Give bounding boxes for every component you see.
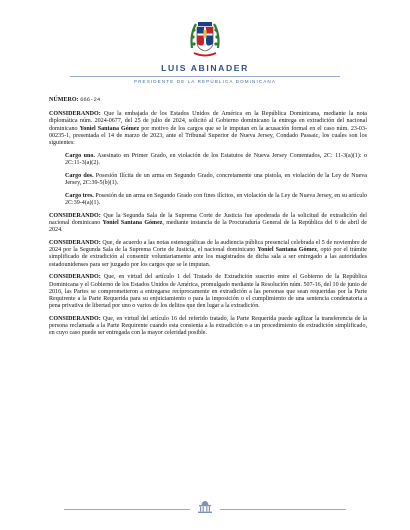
footer-divider-left xyxy=(64,509,190,510)
paragraph-text: Que, en virtud del artículo 16 del referido tratado, la Parte Requerida puede agilizar la transferencia de la persona reclamada a la Parte Requirente cuando esta consienta a la extradición o a un procedimiento de extradición simplificado, en cuyo caso puede ser entregada con la mayor celeridad posible. xyxy=(49,316,367,337)
decree-number-value: 666-24 xyxy=(80,96,101,103)
charge-one xyxy=(65,153,367,167)
considerando-3 xyxy=(49,240,367,269)
header-subtitle: PRESIDENTE DE LA REPÚBLICA DOMINICANA xyxy=(133,79,277,84)
considerando-2 xyxy=(49,213,367,235)
charge-lead: Cargo dos. xyxy=(65,172,94,179)
charge-three xyxy=(65,193,367,207)
paragraph-text: , optó por el trámite simplificado de extradición al consentir voluntariamente ante los magistrados de dicha sala a ser entregado a las autoridades estadounidenses para ser juzgado por los cargos que se le imputan. xyxy=(49,247,367,268)
person-name: Yoniel Santana Gómez xyxy=(79,125,140,132)
paragraph-text: , mediante instancia de la Procuraduría General de la República del 6 de abril de 2024. xyxy=(49,220,367,234)
considerando-lead: CONSIDERANDO: xyxy=(49,274,101,281)
charge-lead: Cargo tres. xyxy=(65,192,94,199)
charge-text: Asesinato en Primer Grado, en violación de los Estatutos de Nueva Jersey Comentados, 2C: 11-3(a)(1): o 2C:11-3(a)(2). xyxy=(65,152,367,167)
paragraph-text: Que, de acuerdo a las notas estenográficas de la audiencia pública presencial celebrada el 5 de noviembre de 2024 por la Segunda Sala de la Suprema Corte de Justicia, el nacional dominicano xyxy=(49,240,367,254)
coat-of-arms-icon xyxy=(186,18,224,60)
paragraph-text: Que la Segunda Sala de la Suprema Corte de Justicia fue apoderada de la solicitud de extradición del nacional dominicano xyxy=(49,212,367,227)
palace-emblem-icon xyxy=(196,500,214,514)
considerando-lead: CONSIDERANDO: xyxy=(49,111,101,118)
considerando-1 xyxy=(49,111,367,147)
person-name: Yoniel Santana Gómez xyxy=(102,220,163,227)
charge-lead: Cargo uno. xyxy=(65,152,95,159)
paragraph-text: por motivo de los cargos que se le imputan en la acusación formal en el caso núm. 23-03-00235-1, presentada el 14 de marzo de 2023, ante el Tribunal Superior de Nueva Jersey, Condado Passaic, los cuales son los siguientes: xyxy=(49,125,367,147)
considerando-lead: CONSIDERANDO: xyxy=(49,316,101,323)
decree-number-label: NÚMERO: xyxy=(49,97,79,103)
footer-divider-right xyxy=(220,509,346,510)
decree-number xyxy=(49,96,367,104)
considerando-lead: CONSIDERANDO: xyxy=(49,212,101,219)
charge-two xyxy=(65,173,367,187)
header-divider xyxy=(70,76,340,77)
considerando-lead: CONSIDERANDO: xyxy=(49,240,101,247)
document-body xyxy=(49,96,367,343)
charge-text: Posesión de un arma en Segundo Grado con fines ilícitos, en violación de la Ley de Nueva Jersey, en su artículo 2C:39-4(a)(1). xyxy=(65,192,367,207)
considerando-4 xyxy=(49,274,367,310)
charge-text: Posesión Ilícita de un arma en Segundo Grado, concretamente una pistola, en violación de la Ley de Nueva Jersey, 2C:39-5(b)(1). xyxy=(65,172,367,187)
paragraph-text: Que, en virtud del artículo 1 del Tratado de Extradición suscrito entre el Gobierno de la República Dominicana y el Gobierno de los Estados Unidos de América, promulgado mediante la Resolución núm. 507-16, del 10 de junio de 2016, las Partes se comprometieron a entregarse recíprocamente en extradición a las personas que sean requeridas por la Parte Requirente a la Parte Requerida para su enjuiciamiento o para la imposición o el cumplimiento de una sentencia condenatoria a pena privativa de libertad por uno o varios de los delitos que den lugar a la extradición. xyxy=(49,274,367,310)
header-name: LUIS ABINADER xyxy=(161,63,249,73)
person-name: Yoniel Santana Gómez xyxy=(257,247,317,254)
considerando-5 xyxy=(49,316,367,338)
paragraph-text: Que la embajada de los Estados Unidos de América en la República Dominicana, mediante la nota diplomática núm. 2024-0677, del 25 de julio de 2024, solicitó al Gobierno dominicano la entrega en extradición del nacional dominicano xyxy=(49,111,367,132)
